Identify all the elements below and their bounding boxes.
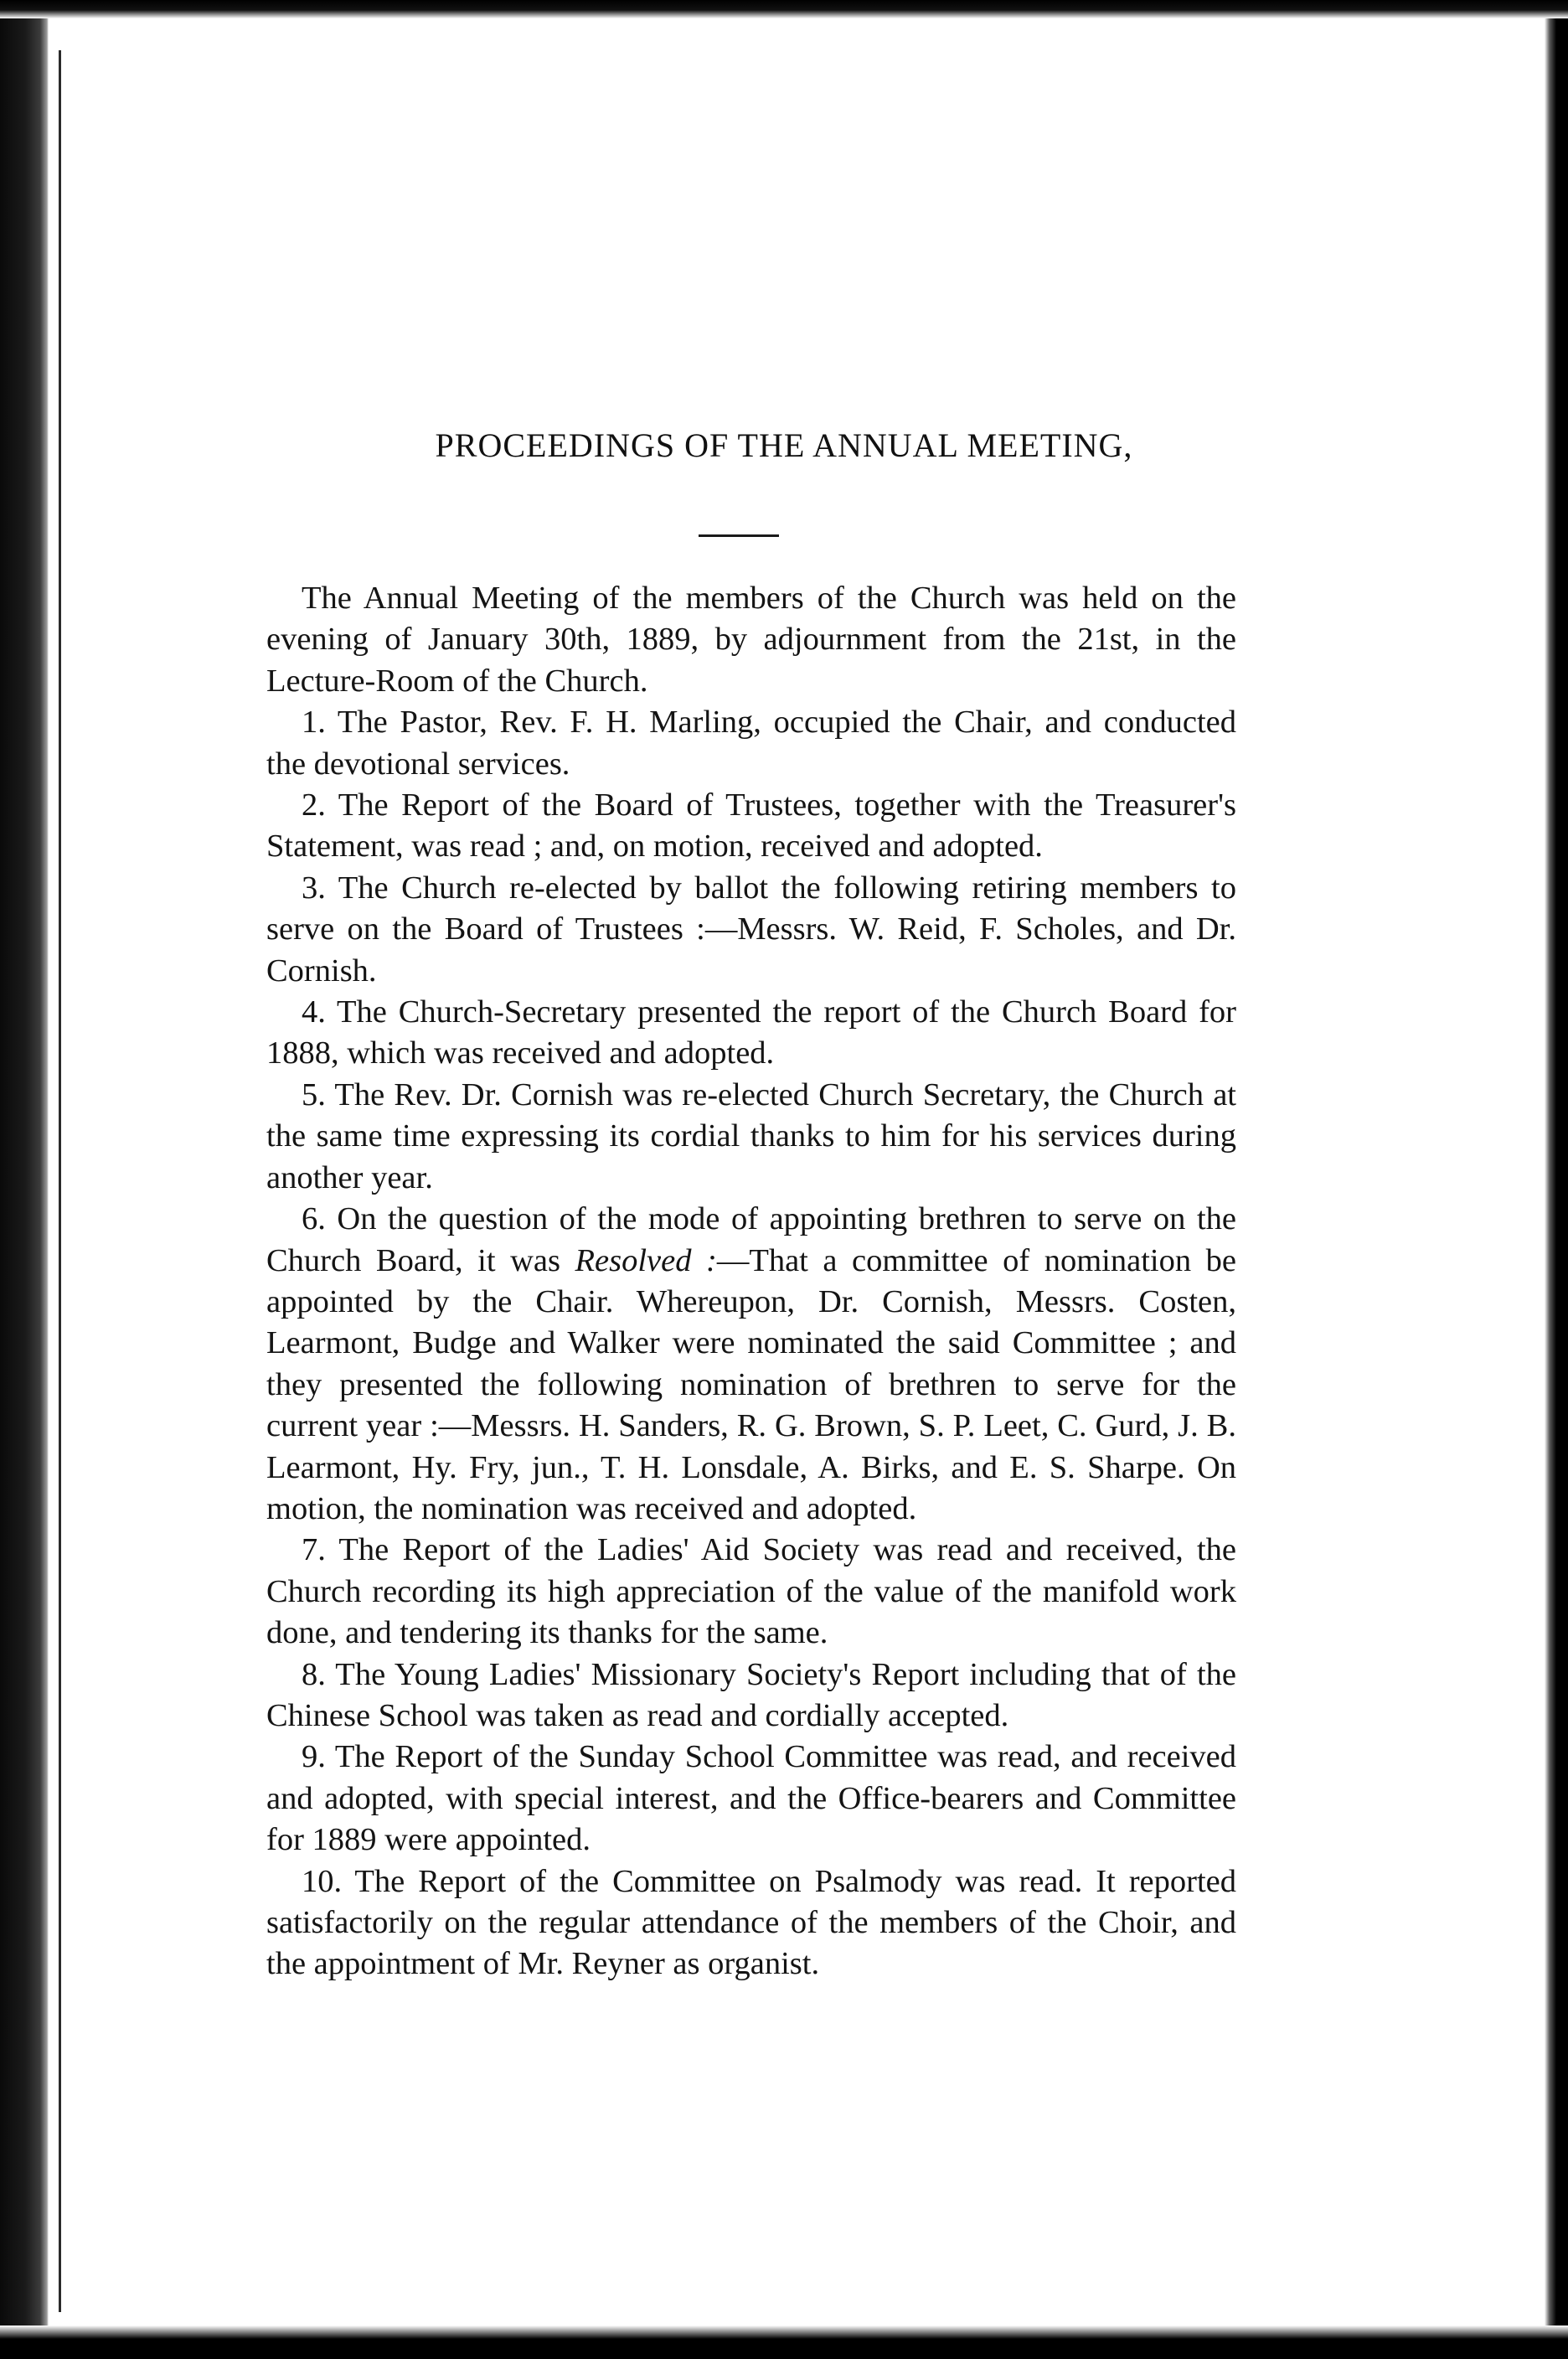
paragraph-item-10: 10. The Report of the Committee on Psalmody was read. It reported satisfactorily on the regular attendance of the members of the Choir, and the appointment of Mr. Reyner as organist.: [266, 1863, 1236, 1982]
paragraph-item-7: 7. The Report of the Ladies' Aid Society was read and received, the Church recording its high appreciation of the value of the manifold work done, and tendering its thanks for the same.: [266, 1532, 1236, 1651]
paragraph-item-9: 9. The Report of the Sunday School Committee was read, and received and adopted, with special interest, and the Office-bearers and Committee for 1889 were appointed.: [266, 1739, 1236, 1858]
scan-edge-left: [0, 0, 49, 2359]
scan-edge-top: [0, 0, 1568, 18]
paragraph-item-6: [266, 1199, 1236, 1530]
binding-line: [59, 50, 61, 2312]
paragraph-item-5: 5. The Rev. Dr. Cornish was re-elected Church Secretary, the Church at the same time expressing its cordial thanks to him for his services during another year.: [266, 1076, 1236, 1195]
paragraph-item-6-after: —That a committee of nomination be appointed by the Chair. Whereupon, Dr. Cornish, Messrs. Costen, Learmont, Budge and Walker were nominated the said Committee ; and they presented the following nomination of brethren to serve for the current year :—Messrs. H. Sanders, R. G. Brown, S. P. Leet, C. Gurd, J. B. Learmont, Hy. Fry, jun., T. H. Lonsdale, A. Birks, and E. S. Sharpe. On motion, the nomination was received and adopted.: [266, 1242, 1236, 1526]
proceedings-body: [266, 578, 1236, 1985]
scan-edge-right: [1545, 0, 1568, 2359]
heading-rule: [699, 534, 779, 537]
paragraph-item-2: 2. The Report of the Board of Trustees, together with the Treasurer's Statement, was read ; and, on motion, received and adopted.: [266, 787, 1236, 865]
paragraph-item-4: 4. The Church-Secretary presented the report of the Church Board for 1888, which was received and adopted.: [266, 994, 1236, 1071]
page-heading: PROCEEDINGS OF THE ANNUAL MEETING,: [435, 426, 1133, 464]
paragraph-item-3: 3. The Church re-elected by ballot the following retiring members to serve on the Board of Trustees :—Messrs. W. Reid, F. Scholes, and Dr. Cornish.: [266, 870, 1236, 989]
scan-edge-bottom: [0, 2325, 1568, 2359]
resolved-italic: Resolved :: [575, 1242, 717, 1278]
paragraph-item-8: 8. The Young Ladies' Missionary Society's Report including that of the Chinese School was taken as read and cordially accepted.: [266, 1656, 1236, 1733]
paragraph-item-6-before: 6. On the question of the mode of appointing brethren to serve on the Church Board, it was: [266, 1201, 1236, 1278]
paragraph-item-1: 1. The Pastor, Rev. F. H. Marling, occupied the Chair, and conducted the devotional services.: [266, 705, 1236, 782]
paragraph-intro: The Annual Meeting of the members of the Church was held on the evening of January 30th, 1889, by adjournment from the 21st, in the Lecture-Room of the Church.: [266, 581, 1236, 699]
